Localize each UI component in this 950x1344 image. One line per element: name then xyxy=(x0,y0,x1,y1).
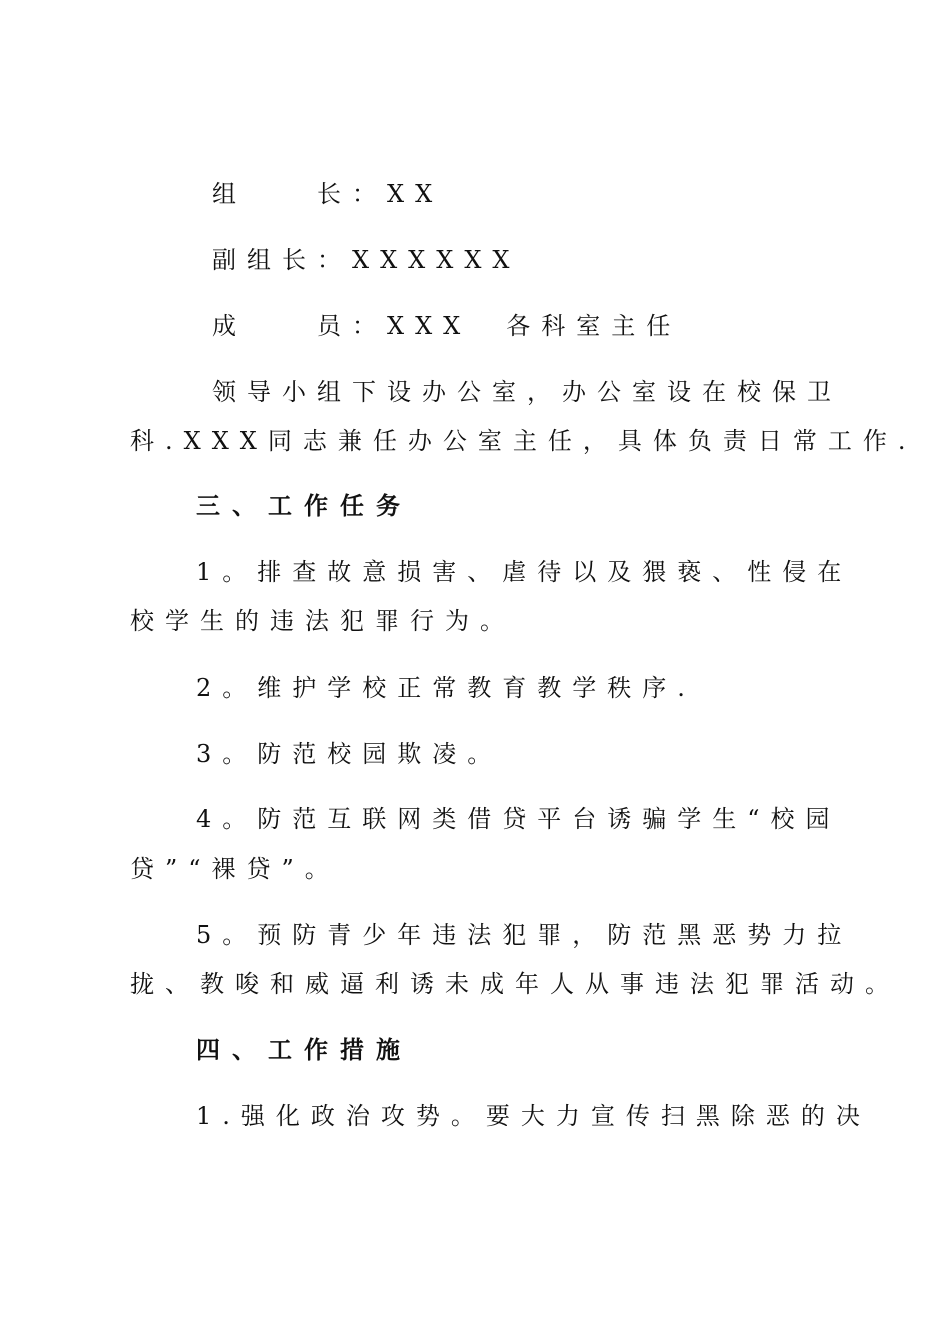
section-heading-tasks: 三、工作任务 xyxy=(196,491,412,520)
task-4-line-1: 4。防范互联网类借贷平台诱骗学生“校园 xyxy=(196,805,841,833)
task-5-line-2: 拢、教唆和威逼利诱未成年人从事违法犯罪活动。 xyxy=(130,970,900,998)
task-4-line-2: 贷”“裸贷”。 xyxy=(130,855,340,883)
task-1-line-1: 1。排查故意损害、虐待以及猥亵、性侵在 xyxy=(196,558,853,586)
section-heading-measures: 四、工作措施 xyxy=(196,1035,412,1064)
team-leader-line: 组 长：XX xyxy=(212,180,444,208)
deputy-leader-line: 副组长：XXXXXX xyxy=(212,246,521,274)
measure-1-line-1: 1.强化政治攻势。要大力宣传扫黑除恶的决 xyxy=(196,1102,871,1130)
task-5-line-1: 5。预防青少年违法犯罪，防范黑恶势力拉 xyxy=(196,921,853,949)
office-paragraph-line-1: 领导小组下设办公室，办公室设在校保卫 xyxy=(212,378,842,406)
task-3: 3。防范校园欺凌。 xyxy=(196,740,503,768)
task-1-line-2: 校学生的违法犯罪行为。 xyxy=(130,607,515,635)
members-line: 成 员：XXX 各科室主任 xyxy=(212,312,682,340)
task-2: 2。维护学校正常教育教学秩序. xyxy=(196,674,696,702)
office-paragraph-line-2: 科.XXX同志兼任办公室主任，具体负责日常工作. xyxy=(130,427,917,455)
